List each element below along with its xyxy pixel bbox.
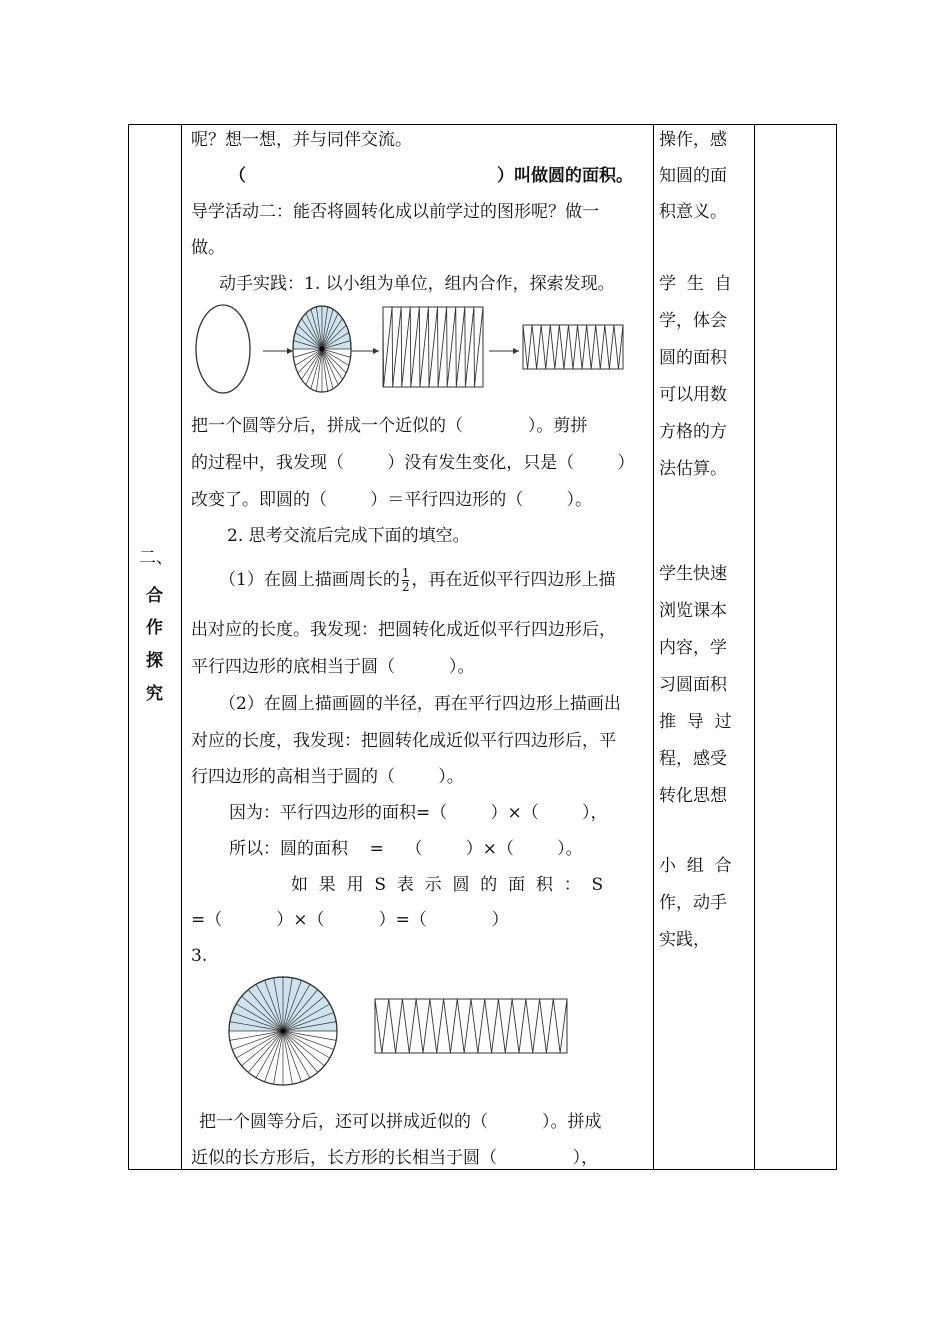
- table-divider: [653, 125, 654, 1169]
- note-line: 方格的方: [659, 422, 727, 442]
- stage-char: 探: [146, 651, 163, 671]
- note-line: 程，感受: [659, 749, 727, 769]
- note-line: 积意义。: [659, 202, 727, 222]
- fraction: [402, 567, 410, 594]
- stage-char: 合: [146, 586, 163, 606]
- note-line: 知圆的面: [659, 166, 727, 186]
- text-line: 把一个圆等分后，还可以拼成近似的（ ）。拼成: [199, 1112, 602, 1132]
- rect-outline: [523, 325, 623, 369]
- stage-column: [129, 125, 181, 1169]
- text-line: 导学活动二：能否将圆转化成以前学过的图形呢？做一: [191, 202, 599, 222]
- lesson-table: [128, 124, 837, 1170]
- text-segment: ，再在近似平行四边形上描: [411, 570, 616, 590]
- note-line: 作，动手: [659, 893, 727, 913]
- note-line: 操作，感: [659, 130, 727, 150]
- text-line: 对应的长度，我发现：把圆转化成近似平行四边形后，平: [191, 731, 616, 751]
- text-line: 把一个圆等分后，拼成一个近似的（ ）。剪拼: [191, 416, 588, 436]
- text-line: =（ ）×（ ）=（ ）: [191, 910, 509, 930]
- note-line: 浏览课本: [659, 601, 727, 621]
- text-line: 如 果 用 S 表 示 圆 的 面 积 ： S: [291, 875, 604, 895]
- text-segment: （1）在圆上描画周长的: [219, 570, 400, 590]
- text-line: 因为：平行四边形的面积=（ ）×（ ），: [229, 803, 608, 823]
- text-line: 动手实践：1. 以小组为单位，组内合作，探索发现。: [219, 274, 615, 294]
- note-line: 圆的面积: [659, 348, 727, 368]
- text-line: [219, 567, 615, 594]
- text-line: （2）在圆上描画圆的半径，再在平行四边形上描画出: [219, 694, 621, 714]
- circle-center: [281, 1029, 286, 1034]
- note-line: 法估算。: [659, 459, 727, 479]
- fraction-denominator: 2: [401, 580, 410, 594]
- circle-center: [320, 347, 325, 352]
- text-line: 的过程中，我发现（ ）没有发生变化，只是（ ）: [191, 453, 635, 473]
- stage-char: 作: [146, 618, 163, 638]
- text-line: 出对应的长度。我发现：把圆转化成近似平行四边形后，: [191, 620, 616, 640]
- text-line: ）叫做圆的面积。: [497, 166, 633, 186]
- fraction-numerator: 1: [401, 566, 410, 580]
- stage-char: 究: [146, 684, 163, 704]
- text-line: （: [229, 166, 246, 186]
- note-line: 转化思想: [659, 786, 727, 806]
- circle-to-rectangle-figure: [225, 973, 625, 1089]
- content-column: [181, 125, 653, 1169]
- note-line: 内容，学: [659, 638, 727, 658]
- note-line: 可以用数: [659, 385, 727, 405]
- text-line: 做。: [191, 238, 225, 258]
- note-line: 学 生 自: [659, 274, 732, 294]
- text-line: 平行四边形的底相当于圆（ ）。: [191, 657, 475, 677]
- stage-number: 二、: [139, 548, 173, 568]
- text-line: 2. 思考交流后完成下面的填空。: [227, 526, 470, 546]
- note-line: 学生快速: [659, 564, 727, 584]
- note-line: 习圆面积: [659, 675, 727, 695]
- text-line: 呢？想一想，并与同伴交流。: [191, 130, 412, 150]
- text-line: 3.: [191, 946, 208, 966]
- text-line: 行四边形的高相当于圆的（ ）。: [191, 767, 464, 787]
- circle-to-parallelogram-figure: [193, 303, 633, 395]
- note-line: 推 导 过: [659, 712, 732, 732]
- text-line: 所以：圆的面积 = （ ）×（ ）。: [229, 839, 583, 859]
- note-line: 学，体会: [659, 311, 727, 331]
- note-line: 小 组 合: [659, 856, 732, 876]
- text-line: 近似的长方形后，长方形的长相当于圆（ ），: [191, 1148, 599, 1168]
- note-line: 实践，: [659, 930, 710, 950]
- text-line: 改变了。即圆的（ ）＝平行四边形的（ ）。: [191, 490, 592, 510]
- table-divider: [754, 125, 755, 1169]
